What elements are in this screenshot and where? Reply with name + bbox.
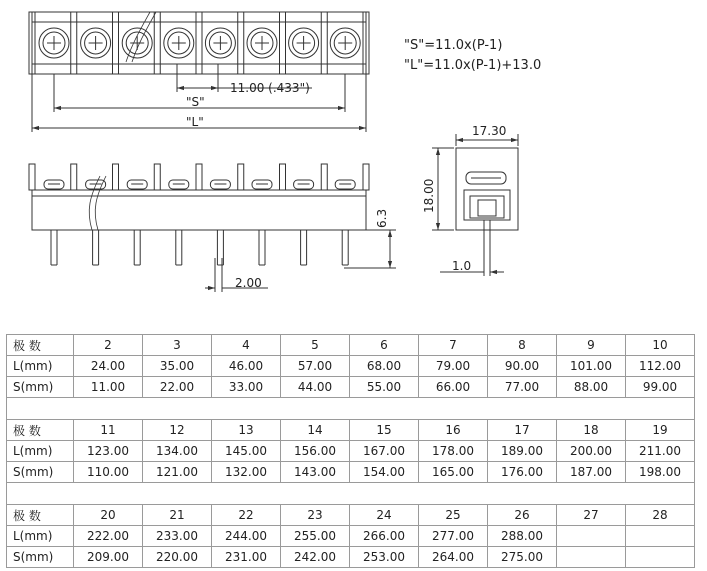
row-header: 极 数 [7, 505, 74, 526]
barrier [154, 12, 160, 74]
table-cell: 242.00 [281, 547, 350, 568]
row-header: 极 数 [7, 420, 74, 441]
barrier [280, 164, 286, 190]
table-cell: 14 [281, 420, 350, 441]
table-spacer-cell [7, 483, 695, 505]
row-header: S(mm) [7, 462, 74, 483]
screw-row [29, 12, 369, 74]
table-cell: 7 [419, 335, 488, 356]
table-cell: 88.00 [557, 377, 626, 398]
table-cell: 275.00 [488, 547, 557, 568]
table-spacer-row [7, 483, 695, 505]
table-cell: 44.00 [281, 377, 350, 398]
table-cell [626, 526, 695, 547]
table-cell: 15 [350, 420, 419, 441]
table-cell: 167.00 [350, 441, 419, 462]
table-cell: 253.00 [350, 547, 419, 568]
table-spacer-row [7, 398, 695, 420]
row-header: L(mm) [7, 441, 74, 462]
table-cell: 101.00 [557, 356, 626, 377]
table-cell: 2 [74, 335, 143, 356]
table-cell: 145.00 [212, 441, 281, 462]
table-cell: 277.00 [419, 526, 488, 547]
pin-width-label: 1.0 [452, 259, 472, 273]
table-cell: 19 [626, 420, 695, 441]
table-cell: 198.00 [626, 462, 695, 483]
table-cell: 200.00 [557, 441, 626, 462]
s-formula: "S"=11.0x(P-1) [404, 38, 503, 53]
table-cell: 121.00 [143, 462, 212, 483]
l-formula: "L"=11.0x(P-1)+13.0 [404, 58, 542, 73]
pole-count-row [7, 420, 695, 441]
pin-offset-label: 2.00 [235, 276, 262, 290]
barrier [238, 164, 244, 190]
table-cell: 110.00 [74, 462, 143, 483]
table-cell: 5 [281, 335, 350, 356]
barrier [113, 164, 119, 190]
barrier [363, 164, 369, 190]
table-cell: 3 [143, 335, 212, 356]
s-row [7, 377, 695, 398]
s-row [7, 547, 695, 568]
barrier [321, 164, 327, 190]
table-cell: 220.00 [143, 547, 212, 568]
table-cell: 9 [557, 335, 626, 356]
table-cell: 154.00 [350, 462, 419, 483]
height-dimension-label: 18.00 [422, 178, 436, 213]
table-cell: 16 [419, 420, 488, 441]
l-row [7, 356, 695, 377]
table-cell: 8 [488, 335, 557, 356]
table-cell: 20 [74, 505, 143, 526]
table-cell [557, 526, 626, 547]
pitch-dimension-label: 11.00 (.433") [230, 81, 310, 95]
barrier [280, 12, 286, 74]
table-cell: 33.00 [212, 377, 281, 398]
pole-count-row [7, 335, 695, 356]
top-view [29, 12, 369, 132]
table-cell: 57.00 [281, 356, 350, 377]
table-cell: 26 [488, 505, 557, 526]
table-spacer-cell [7, 398, 695, 420]
table-cell: 176.00 [488, 462, 557, 483]
table-cell: 4 [212, 335, 281, 356]
barrier [154, 164, 160, 190]
table-cell: 6 [350, 335, 419, 356]
table-cell: 187.00 [557, 462, 626, 483]
dimension-table [6, 334, 695, 568]
l-row [7, 526, 695, 547]
s-row [7, 462, 695, 483]
table-cell: 22 [212, 505, 281, 526]
table-cell: 211.00 [626, 441, 695, 462]
table-cell: 266.00 [350, 526, 419, 547]
front-posts [29, 164, 369, 265]
row-header: S(mm) [7, 547, 74, 568]
pole-count-row [7, 505, 695, 526]
barrier [238, 12, 244, 74]
table-cell: 22.00 [143, 377, 212, 398]
width-dimension-label: 17.30 [472, 124, 507, 138]
table-cell: 178.00 [419, 441, 488, 462]
row-header: S(mm) [7, 377, 74, 398]
table-cell: 112.00 [626, 356, 695, 377]
table-cell: 90.00 [488, 356, 557, 377]
barrier [71, 12, 77, 74]
table-cell: 11 [74, 420, 143, 441]
table-cell: 10 [626, 335, 695, 356]
table-cell: 66.00 [419, 377, 488, 398]
l-row [7, 441, 695, 462]
table-cell: 24.00 [74, 356, 143, 377]
row-header: 极 数 [7, 335, 74, 356]
table-cell: 288.00 [488, 526, 557, 547]
pin-height-label: 6.3 [375, 208, 389, 228]
table-cell: 231.00 [212, 547, 281, 568]
table-cell: 24 [350, 505, 419, 526]
table-cell: 99.00 [626, 377, 695, 398]
barrier [321, 12, 327, 74]
table-cell: 143.00 [281, 462, 350, 483]
barrier [29, 164, 35, 190]
side-view [432, 134, 518, 276]
table-cell: 55.00 [350, 377, 419, 398]
row-header: L(mm) [7, 356, 74, 377]
table-cell [557, 547, 626, 568]
table-cell: 165.00 [419, 462, 488, 483]
table-cell: 28 [626, 505, 695, 526]
table-cell: 156.00 [281, 441, 350, 462]
table-cell: 79.00 [419, 356, 488, 377]
table-cell: 68.00 [350, 356, 419, 377]
table-cell: 17 [488, 420, 557, 441]
table-cell: 11.00 [74, 377, 143, 398]
table-cell: 209.00 [74, 547, 143, 568]
table-cell: 35.00 [143, 356, 212, 377]
table-cell: 77.00 [488, 377, 557, 398]
barrier [71, 164, 77, 190]
row-header: L(mm) [7, 526, 74, 547]
table-cell: 46.00 [212, 356, 281, 377]
barrier [196, 164, 202, 190]
table-cell: 132.00 [212, 462, 281, 483]
table-cell: 12 [143, 420, 212, 441]
table-cell: 264.00 [419, 547, 488, 568]
table-cell: 23 [281, 505, 350, 526]
table-cell: 255.00 [281, 526, 350, 547]
table-cell: 18 [557, 420, 626, 441]
front-view [29, 164, 396, 292]
barrier [196, 12, 202, 74]
barrier [113, 12, 119, 74]
top-view-body [32, 12, 366, 74]
table-cell [626, 547, 695, 568]
table-cell: 189.00 [488, 441, 557, 462]
table-cell: 21 [143, 505, 212, 526]
table-cell: 13 [212, 420, 281, 441]
table-cell: 222.00 [74, 526, 143, 547]
table-cell: 25 [419, 505, 488, 526]
table-cell: 134.00 [143, 441, 212, 462]
table-cell: 233.00 [143, 526, 212, 547]
table-cell: 244.00 [212, 526, 281, 547]
table-cell: 123.00 [74, 441, 143, 462]
l-dimension-label: "L" [186, 115, 204, 129]
table-cell: 27 [557, 505, 626, 526]
s-dimension-label: "S" [186, 95, 205, 109]
